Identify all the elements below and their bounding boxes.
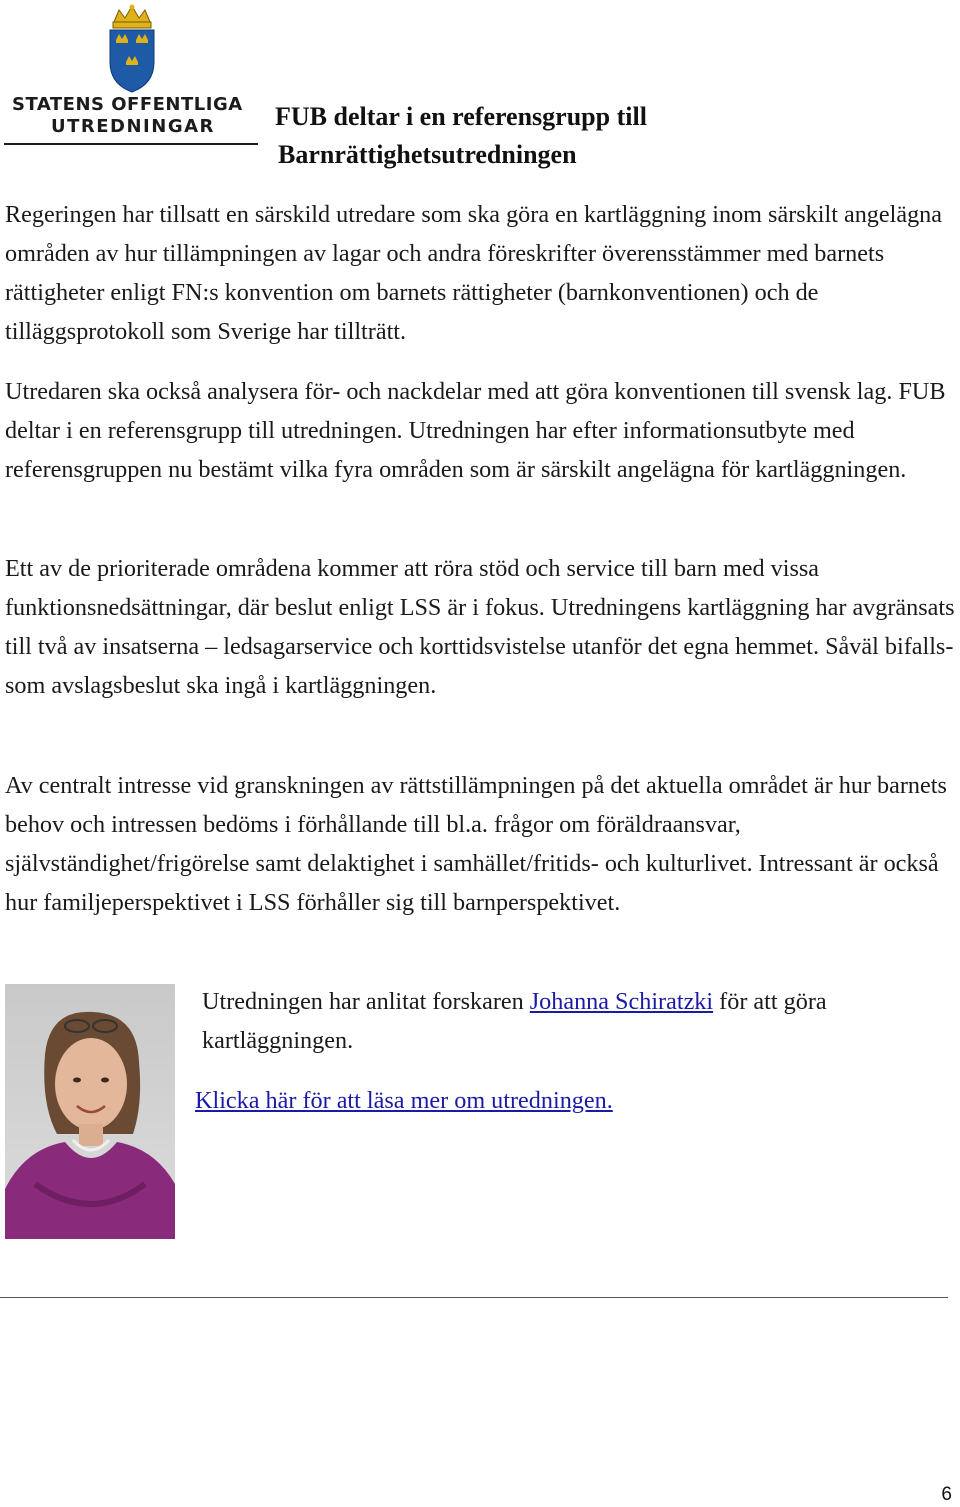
crown-coat-of-arms-icon: [92, 4, 172, 94]
org-name-line2: UTREDNINGAR: [51, 116, 215, 137]
org-name-line1: STATENS OFFENTLIGA: [12, 94, 243, 115]
read-more-paragraph: [195, 1081, 940, 1120]
researcher-text-after: för att göra kartläggningen.: [202, 988, 827, 1054]
read-more-link[interactable]: Klicka här för att läsa mer om utredningen.: [195, 1087, 613, 1114]
researcher-photo: [5, 984, 175, 1239]
footer-divider: [0, 1297, 948, 1298]
researcher-name-link[interactable]: Johanna Schiratzki: [529, 988, 714, 1015]
sou-logo: [4, 4, 260, 146]
logo-underline: [4, 143, 258, 145]
article-title: [275, 98, 775, 174]
page-number: 6: [941, 1484, 952, 1505]
title-line-1: FUB deltar i en referensgrupp till: [275, 102, 647, 131]
title-line-2: Barnrättighetsutredningen: [278, 140, 577, 169]
researcher-text: [195, 982, 940, 1060]
researcher-text-before: Utredningen har anlitat forskaren: [202, 988, 530, 1015]
paragraph-3: Ett av de prioriterade områdena kommer att röra stöd och service till barn med vissa funktionsnedsättningar, där beslut enligt LSS är i fokus. Utredningens kartläggning har avgränsats till två av insatserna – ledsagarservice och korttidsvistelse utanför det egna hemmet. Såväl bifalls- som avslagsbeslut ska ingå i kartläggningen.: [5, 555, 955, 699]
paragraph-4: Av centralt intresse vid granskningen av rättstillämpningen på det aktuella området är hur barnets behov och intressen bedöms i förhållande till bl.a. frågor om föräldraansvar, självständighet/frigörelse samt delaktighet i samhället/fritids- och kulturlivet. Intressant är också hur familjeperspektivet i LSS förhåller sig till barnperspektivet.: [5, 772, 947, 916]
researcher-section: [195, 982, 940, 1120]
paragraph-2: Utredaren ska också analysera för- och nackdelar med att göra konventionen till svensk lag. FUB deltar i en referensgrupp till utredningen. Utredningen har efter informationsutbyte med referensgruppen nu bestämt vilka fyra områden som är särskilt angelägna för kartläggningen.: [5, 378, 946, 483]
paragraph-1: Regeringen har tillsatt en särskild utredare som ska göra en kartläggning inom särskilt angelägna områden av hur tillämpningen av lagar och andra föreskrifter överensstämmer med barnets rättigheter enligt FN:s konvention om barnets rättigheter (barnkonventionen) och de tilläggsprotokoll som Sverige har tillträtt.: [5, 201, 942, 345]
